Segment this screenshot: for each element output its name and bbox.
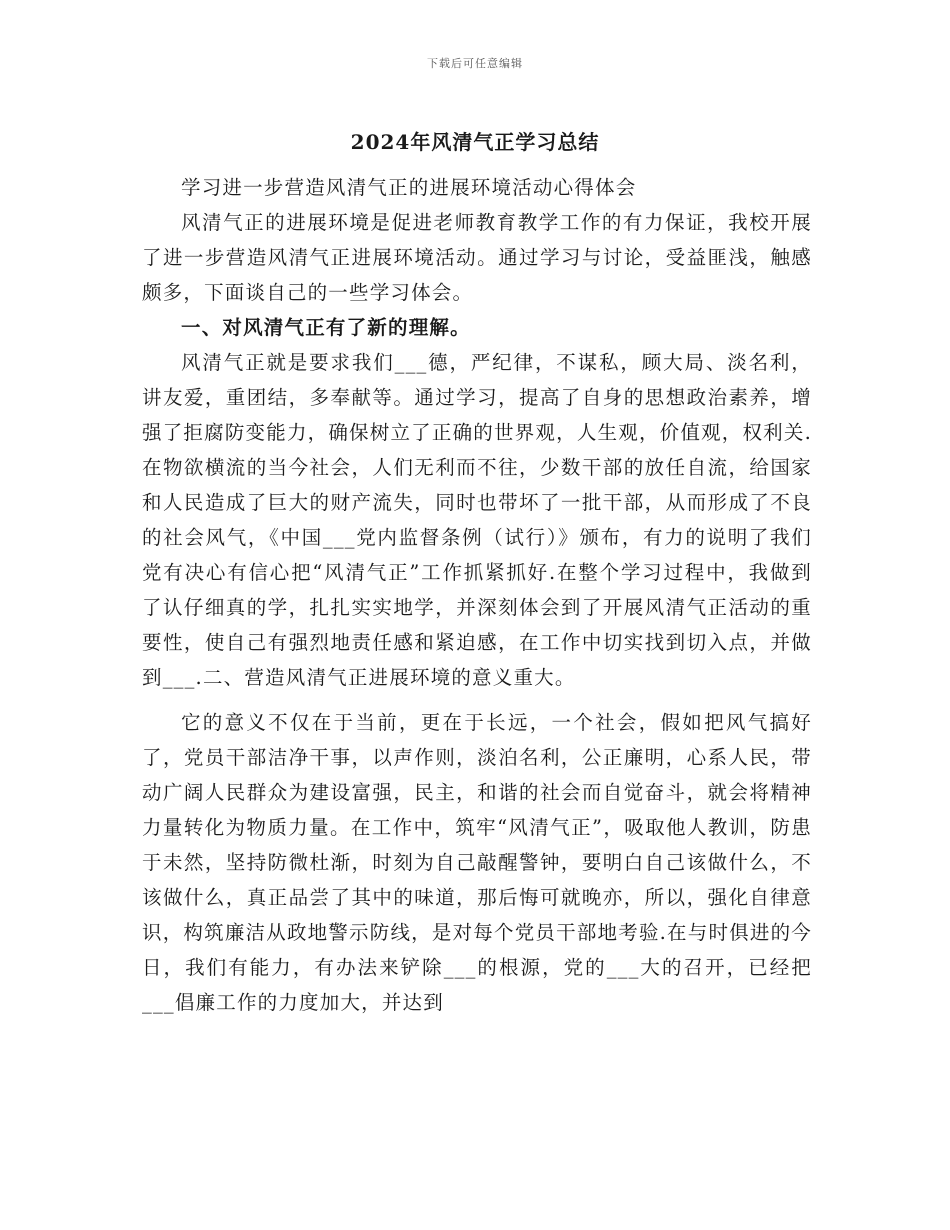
- body-paragraph: 风清气正就是要求我们___德，严纪律，不谋私，顾大局、淡名利，讲友爱，重团结，多奉献等。通过学习，提高了自身的思想政治素养，增强了拒腐防变能力，确保树立了正确的世界观，人生观，价值观，权利关.在物欲横流的当今社会，人们无利而不往，少数干部的放任自流，给国家和人民造成了巨大的财产流失，同时也带坏了一批干部，从而形成了不良的社会风气，《中国___党内监督条例（试行）》颁布，有力的说明了我们党有决心有信心把“风清气正”工作抓紧抓好.在整个学习过程中，我做到了认仔细真的学，扎扎实实地学，并深刻体会到了开展风清气正活动的重要性，使自己有强烈地责任感和紧迫感，在工作中切实找到切入点，并做到___.二、营造风清气正进展环境的意义重大。: [142, 351, 812, 689]
- document-title: 2024年风清气正学习总结: [350, 130, 600, 154]
- section-heading: 一、对风清气正有了新的理解。: [181, 316, 471, 339]
- header-note: 下载后可任意编辑: [427, 57, 523, 70]
- body-paragraph: 它的意义不仅在于当前，更在于长远，一个社会，假如把风气搞好了，党员干部洁净干事，以声作则，淡泊名利，公正廉明，心系人民，带动广阔人民群众为建设富强，民主，和谐的社会而自觉奋斗，就会将精神力量转化为物质力量。在工作中，筑牢“风清气正”，吸取他人教训，防患于未然，坚持防微杜渐，时刻为自己敲醒警钟，要明白自己该做什么，不该做什么，真正品尝了其中的味道，那后悔可就晚亦，所以，强化自律意识，构筑廉洁从政地警示防线，是对每个党员干部地考验.在与时俱进的今日，我们有能力，有办法来铲除___的根源，党的___大的召开，已经把___倡廉工作的力度加大，并达到: [142, 711, 812, 1014]
- document-body: [142, 170, 812, 1020]
- intro-paragraph: 风清气正的进展环境是促进老师教育教学工作的有力保证，我校开展了进一步营造风清气正进展环境活动。通过学习与讨论，受益匪浅，触感颇多，下面谈自己的一些学习体会。: [142, 211, 812, 304]
- subtitle-paragraph: 学习进一步营造风清气正的进展环境活动心得体会: [181, 176, 637, 199]
